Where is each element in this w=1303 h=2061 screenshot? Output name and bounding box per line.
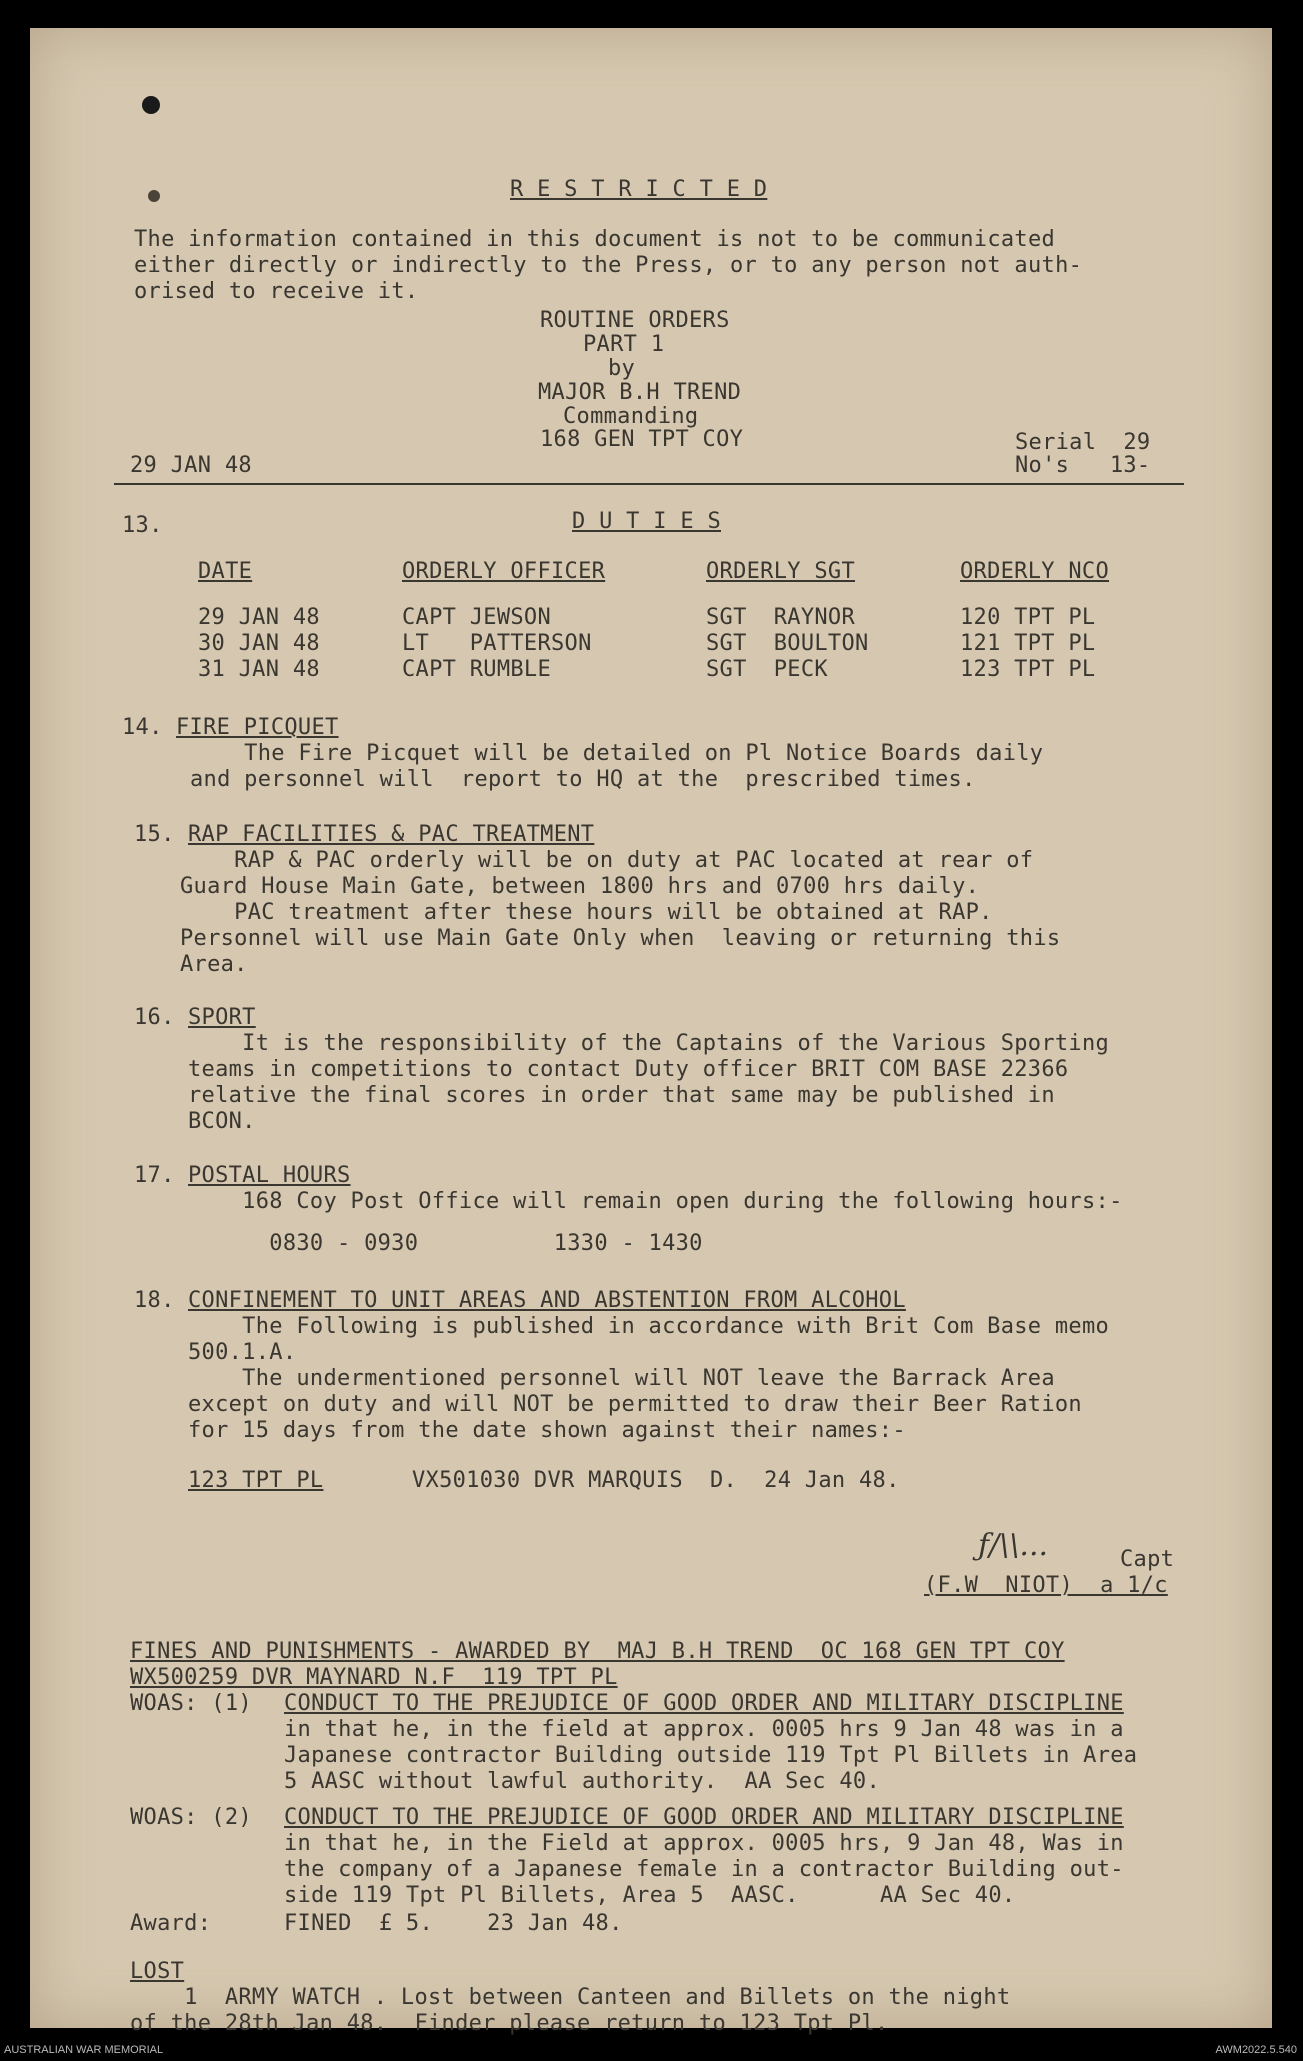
body-line: and personnel will report to HQ at the prescribed times. (190, 767, 976, 792)
charge-line: in that he, in the Field at approx. 0005 hrs, 9 Jan 48, Was in (284, 1831, 1124, 1856)
charge-line: CONDUCT TO THE PREJUDICE OF GOOD ORDER AND MILITARY DISCIPLINE (284, 1805, 1124, 1830)
duties-col-officer: ORDERLY OFFICER (402, 559, 606, 584)
title-line-2: PART 1 (583, 332, 665, 357)
postal-hours-times: 0830 - 0930 1330 - 1430 (188, 1231, 703, 1256)
signature-scrawl: ƒ/\\... (978, 1528, 1049, 1563)
footer-right: AWM2022.5.540 (1215, 2044, 1297, 2056)
header-divider (114, 483, 1184, 485)
footer-left: AUSTRALIAN WAR MEMORIAL (4, 2044, 164, 2056)
section-13-number: 13. (122, 513, 163, 538)
body-line: Personnel will use Main Gate Only when leaving or returning this (180, 926, 1061, 951)
fines-person: WX500259 DVR MAYNARD N.F 119 TPT PL (130, 1665, 618, 1690)
duty-cell: SGT PECK (706, 657, 828, 682)
duty-cell: 29 JAN 48 (198, 605, 320, 630)
body-line: 500.1.A. (188, 1340, 297, 1365)
charge-2-label: WOAS: (2) (130, 1805, 252, 1830)
title-line-3: by (608, 356, 636, 381)
body-line: The Following is published in accordance with Brit Com Base memo (188, 1314, 1110, 1339)
duty-cell: SGT BOULTON (706, 631, 869, 656)
signature-name: (F.W NIOT) a 1/c (924, 1573, 1168, 1598)
body-line: teams in competitions to contact Duty officer BRIT COM BASE 22366 (188, 1057, 1069, 1082)
body-line: RAP & PAC orderly will be on duty at PAC located at rear of (180, 848, 1034, 873)
body-line: 168 Coy Post Office will remain open during the following hours:- (188, 1189, 1123, 1214)
notice-line-2: either directly or indirectly to the Press, or to any person not auth- (134, 253, 1083, 278)
charge-line: the company of a Japanese female in a contractor Building out- (284, 1857, 1124, 1882)
body-line: PAC treatment after these hours will be obtained at RAP. (180, 900, 993, 925)
charge-line: 5 AASC without lawful authority. AA Sec 40. (284, 1769, 880, 1794)
section-17-heading: POSTAL HOURS (188, 1163, 351, 1188)
document-page (30, 28, 1272, 2036)
title-line-5: Commanding (563, 404, 699, 429)
charge-line: CONDUCT TO THE PREJUDICE OF GOOD ORDER AND MILITARY DISCIPLINE (284, 1691, 1124, 1716)
section-18-heading: CONFINEMENT TO UNIT AREAS AND ABSTENTION FROM ALCOHOL (188, 1288, 906, 1313)
charge-1-label: WOAS: (1) (130, 1691, 252, 1716)
charge-line: Japanese contractor Building outside 119 Tpt Pl Billets in Area (284, 1743, 1138, 1768)
section-15-number: 15. (134, 822, 175, 847)
section-16-number: 16. (134, 1005, 175, 1030)
order-date: 29 JAN 48 (130, 453, 252, 478)
charge-line: in that he, in the field at approx. 0005 hrs 9 Jan 48 was in a (284, 1717, 1124, 1742)
duty-cell: 121 TPT PL (960, 631, 1096, 656)
body-line: except on duty and will NOT be permitted to draw their Beer Ration (188, 1392, 1082, 1417)
title-line-1: ROUTINE ORDERS (540, 308, 730, 333)
duty-cell: CAPT RUMBLE (402, 657, 551, 682)
duties-col-sgt: ORDERLY SGT (706, 559, 855, 584)
duty-cell: 123 TPT PL (960, 657, 1096, 682)
confinement-entry: VX501030 DVR MARQUIS D. 24 Jan 48. (412, 1468, 900, 1493)
body-line: It is the responsibility of the Captains of the Various Sporting (188, 1031, 1110, 1056)
body-line: The Fire Picquet will be detailed on Pl Notice Boards daily (190, 741, 1044, 766)
lost-line: of the 28th Jan 48. Finder please return to 123 Tpt Pl. (130, 2011, 889, 2036)
section-18-number: 18. (134, 1288, 175, 1313)
section-17-number: 17. (134, 1163, 175, 1188)
duty-cell: 30 JAN 48 (198, 631, 320, 656)
award-value: FINED £ 5. 23 Jan 48. (284, 1911, 623, 1936)
title-line-6: 168 GEN TPT COY (540, 427, 744, 452)
punch-hole (142, 96, 160, 114)
classification-heading: R E S T R I C T E D (510, 177, 768, 202)
section-15-heading: RAP FACILITIES & PAC TREATMENT (188, 822, 595, 847)
signature-rank: Capt (1120, 1547, 1175, 1572)
body-line: relative the final scores in order that same may be published in (188, 1083, 1055, 1108)
body-line: BCON. (188, 1109, 256, 1134)
body-line: Area. (180, 952, 248, 977)
body-line: The undermentioned personnel will NOT leave the Barrack Area (188, 1366, 1055, 1391)
lost-line: 1 ARMY WATCH . Lost between Canteen and Billets on the night (130, 1985, 1011, 2010)
charge-line: side 119 Tpt Pl Billets, Area 5 AASC. AA Sec 40. (284, 1883, 1016, 1908)
duties-col-nco: ORDERLY NCO (960, 559, 1109, 584)
body-line: Guard House Main Gate, between 1800 hrs and 0700 hrs daily. (180, 874, 980, 899)
section-16-heading: SPORT (188, 1005, 256, 1030)
notice-line-1: The information contained in this document is not to be communicated (134, 227, 1056, 252)
duty-cell: CAPT JEWSON (402, 605, 551, 630)
duty-cell: 31 JAN 48 (198, 657, 320, 682)
duty-cell: 120 TPT PL (960, 605, 1096, 630)
serial-number: Serial 29 (1015, 430, 1151, 455)
duty-cell: LT PATTERSON (402, 631, 592, 656)
confinement-unit: 123 TPT PL (188, 1468, 324, 1493)
notice-line-3: orised to receive it. (134, 279, 419, 304)
award-label: Award: (130, 1911, 212, 1936)
duties-col-date: DATE (198, 559, 253, 584)
title-line-4: MAJOR B.H TREND (538, 380, 742, 405)
body-line: for 15 days from the date shown against their names:- (188, 1418, 906, 1443)
duty-cell: SGT RAYNOR (706, 605, 855, 630)
fines-heading: FINES AND PUNISHMENTS - AWARDED BY MAJ B.H TREND OC 168 GEN TPT COY (130, 1639, 1065, 1664)
ink-mark (148, 190, 160, 202)
section-14-number: 14. (122, 715, 163, 740)
lost-heading: LOST (130, 1959, 185, 1984)
section-14-heading: FIRE PICQUET (176, 715, 339, 740)
duties-heading: D U T I E S (572, 509, 721, 534)
order-numbers: No's 13- (1015, 453, 1151, 478)
